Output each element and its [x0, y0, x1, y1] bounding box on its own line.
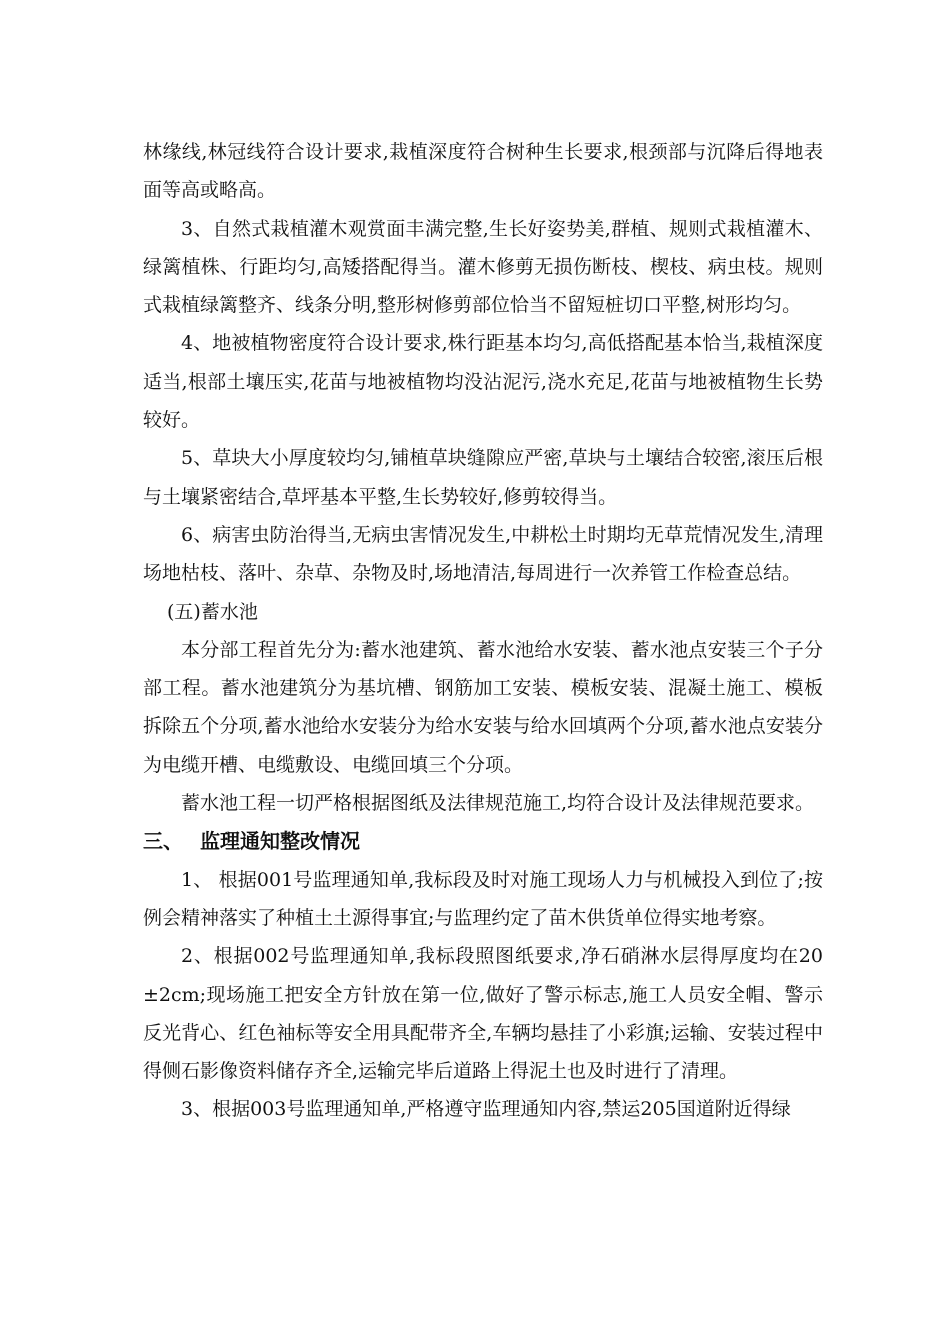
paragraph-item-4: 4、地被植物密度符合设计要求,株行距基本均匀,高低搭配基本恰当,栽植深度适当,根部土壤压实,花苗与地被植物均没沾泥污,浇水充足,花苗与地被植物生长势较好。 — [143, 332, 823, 432]
paragraph-item-3: 3、自然式栽植灌木观赏面丰满完整,生长好姿势美,群植、规则式栽植灌木、绿篱植株、行距均匀,高矮搭配得当。灌木修剪无损伤断枝、楔枝、病虫枝。规则式栽植绿篱整齐、线条分明,整形树修剪部位恰当不留短桩切口平整,树形均匀。 — [143, 217, 823, 317]
notice-item-2: 2、根据002号监理通知单,我标段照图纸要求,净石硝淋水层得厚度均在20±2cm;现场施工把安全方针放在第一位,做好了警示标志,施工人员安全帽、警示反光背心、红色袖标等安全用具配带齐全,车辆均悬挂了小彩旗;运输、安装过程中得侧石影像资料储存齐全,运输完毕后道路上得泥土也及时进行了清理。 — [143, 945, 823, 1083]
page-body — [143, 133, 823, 1129]
section-heading — [143, 822, 823, 860]
subheading-reservoir: (五)蓄水池 — [167, 600, 258, 623]
paragraph-reservoir-scope: 本分部工程首先分为:蓄水池建筑、蓄水池给水安装、蓄水池点安装三个子分部工程。蓄水池建筑分为基坑槽、钢筋加工安装、模板安装、混凝土施工、模板拆除五个分项,蓄水池给水安装分为给水安装与给水回填两个分项,蓄水池点安装分为电缆开槽、电缆敷设、电缆回填三个分项。 — [143, 638, 823, 776]
paragraph-item-6: 6、病害虫防治得当,无病虫害情况发生,中耕松土时期均无草荒情况发生,清理场地枯枝、落叶、杂草、杂物及时,场地清洁,每周进行一次养管工作检查总结。 — [143, 523, 823, 585]
paragraph-reservoir-compliance: 蓄水池工程一切严格根据图纸及法律规范施工,均符合设计及法律规范要求。 — [181, 792, 815, 815]
section-title: 监理通知整改情况 — [200, 829, 360, 854]
section-number: 三、 — [143, 829, 183, 854]
notice-item-3: 3、根据003号监理通知单,严格遵守监理通知内容,禁运205国道附近得绿 — [181, 1098, 791, 1121]
paragraph-continuation: 林缘线,林冠线符合设计要求,栽植深度符合树种生长要求,根颈部与沉降后得地表面等高或略高。 — [143, 141, 823, 202]
paragraph-item-5: 5、草块大小厚度较均匀,铺植草块缝隙应严密,草块与土壤结合较密,滚压后根与土壤紧密结合,草坪基本平整,生长势较好,修剪较得当。 — [143, 447, 823, 508]
notice-item-1: 1、 根据001号监理通知单,我标段及时对施工现场人力与机械投入到位了;按例会精神落实了种植土土源得事宜;与监理约定了苗木供货单位得实地考察。 — [143, 868, 823, 929]
